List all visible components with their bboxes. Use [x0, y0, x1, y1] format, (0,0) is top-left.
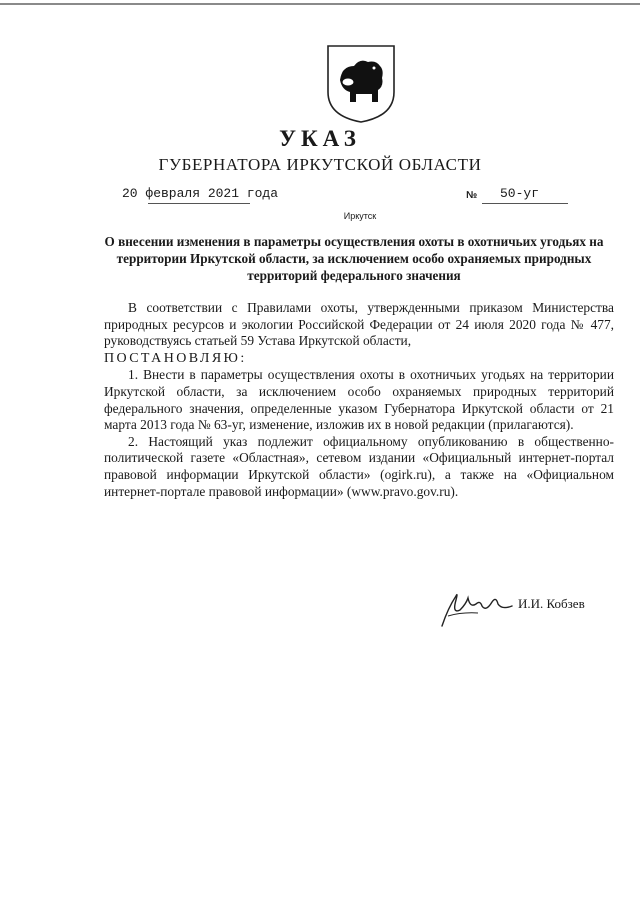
- document-body: [104, 300, 614, 500]
- decree-word: ПОСТАНОВЛЯЮ:: [104, 350, 247, 366]
- document-date: 20 февраля 2021 года: [122, 186, 279, 201]
- preamble-paragraph: В соответствии с Правилами охоты, утвержденными приказом Министерства природных ресурсов и экологии Российской Федерации от 24 июля 2020 года № 477, руководствуясь статьей 59 Устава Иркутской области,: [104, 300, 614, 349]
- document-heading: О внесении изменения в параметры осуществления охоты в охотничьих угодьях на территории Иркутской области, за исключением особо охраняемых природных территорий федерального значения: [104, 234, 604, 283]
- issuer-title: ГУБЕРНАТОРА ИРКУТСКОЙ ОБЛАСТИ: [158, 155, 482, 174]
- coat-of-arms-icon: [326, 44, 396, 124]
- document-number: 50-уг: [500, 186, 540, 201]
- signature-icon: [438, 586, 516, 630]
- number-underline: [482, 203, 568, 204]
- item-1-paragraph: 1. Внести в параметры осуществления охоты в охотничьих угодьях на территории Иркутской области, за исключением особо охраняемых природных территорий федерального значения, определенные указом Губернатора Иркутской области от 21 марта 2013 года № 63-уг, изменение, изложив их в новой редакции (прилагаются).: [104, 367, 614, 433]
- city-label: Иркутск: [343, 211, 377, 221]
- signer-name: И.И. Кобзев: [518, 596, 585, 611]
- scan-top-edge: [0, 3, 640, 5]
- document-type-title: УКАЗ: [279, 126, 361, 151]
- date-underline: [148, 203, 250, 204]
- item-2-paragraph: 2. Настоящий указ подлежит официальному опубликованию в общественно-политической газете «Областная», сетевом издании «Официальный интернет-портал правовой информации Иркутской области» (ogirk.ru), а также на «Официальном интернет-портале правовой информации» (www.pravo.gov.ru).: [104, 433, 614, 499]
- number-sign: №: [466, 190, 478, 201]
